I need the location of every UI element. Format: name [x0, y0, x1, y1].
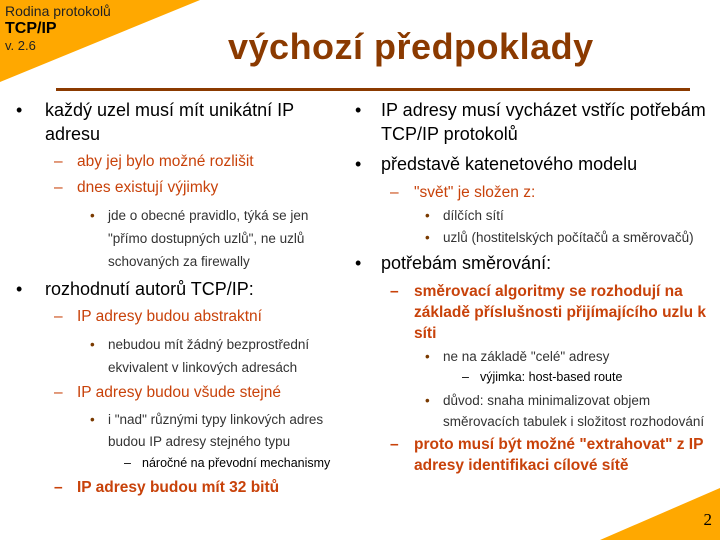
bullet-marker: • — [16, 279, 23, 299]
dash-marker: – — [124, 456, 131, 470]
bullet-text: rozhodnutí autorů TCP/IP: — [45, 279, 254, 299]
dash-marker: – — [390, 436, 399, 453]
detail-item — [350, 390, 720, 432]
bullet-text: představě katenetového modelu — [381, 154, 638, 174]
note-item — [0, 455, 345, 472]
dash-marker: – — [54, 153, 63, 170]
dash-marker: – — [390, 184, 399, 201]
detail-text: ne na základě "celé" adresy — [443, 349, 610, 364]
detail-text: i "nad" různými typy linkových adres budou IP adresy stejného typu — [108, 412, 324, 449]
sub-bullet-item — [0, 478, 345, 498]
detail-item — [0, 333, 345, 379]
sub-bullet-text: IP adresy budou mít 32 bitů — [77, 479, 280, 496]
sub-bullet-item — [0, 152, 345, 172]
course-label — [5, 4, 111, 52]
left-column — [0, 98, 345, 504]
sub-bullet-text: IP adresy budou všude stejné — [77, 384, 281, 401]
dash-marker: – — [462, 370, 469, 384]
course-name: Rodina protokolů — [5, 3, 111, 19]
note-text: náročné na převodní mechanismy — [142, 456, 331, 470]
detail-item — [350, 205, 720, 226]
sub-bullet-item — [0, 307, 345, 327]
dash-marker: – — [54, 384, 63, 401]
detail-text: nebudou mít žádný bezprostřední ekvivalent v linkových adresách — [108, 337, 310, 375]
bullet-marker: • — [355, 154, 362, 174]
detail-text: uzlů (hostitelských počítačů a směrovačů) — [443, 230, 694, 245]
bullet-item — [0, 277, 345, 301]
sub-bullet-text: směrovací algoritmy se rozhodují na základě příslušnosti přijímajícího uzlu k síti — [414, 283, 706, 342]
bullet-marker: • — [16, 100, 23, 120]
course-topic: TCP/IP — [5, 20, 57, 37]
sub-bullet-text: dnes existují výjimky — [77, 179, 219, 196]
corner-decoration-bottom-right — [600, 488, 720, 540]
dash-marker: – — [54, 479, 63, 496]
bullet-marker: • — [90, 337, 95, 352]
course-version: v. 2.6 — [5, 38, 36, 53]
note-item — [350, 369, 720, 386]
sub-bullet-item — [0, 178, 345, 198]
detail-text: jde o obecné pravidlo, týká se jen "přímo dostupných uzlů", ne uzlů schovaných za firewally — [108, 208, 309, 269]
sub-bullet-text: IP adresy budou abstraktní — [77, 308, 262, 325]
sub-bullet-text: proto musí být možné "extrahovat" z IP adresy identifikaci cílové sítě — [414, 436, 704, 474]
detail-text: důvod: snaha minimalizovat objem směrovacích tabulek i složitost rozhodování — [443, 393, 705, 429]
bullet-text: potřebám směrování: — [381, 253, 552, 273]
bullet-marker: • — [425, 230, 430, 245]
bullet-marker: • — [425, 393, 430, 408]
sub-bullet-text: aby jej bylo možné rozlišit — [77, 153, 254, 170]
sub-bullet-item — [350, 281, 720, 344]
detail-item — [350, 228, 720, 247]
note-text: výjimka: host-based route — [480, 370, 623, 384]
bullet-item — [0, 98, 345, 146]
bullet-text: IP adresy musí vycházet vstříc potřebám TCP/IP protokolů — [381, 100, 706, 144]
slide-title: výchozí předpoklady — [228, 26, 594, 67]
sub-bullet-item — [350, 182, 720, 203]
bullet-marker: • — [90, 208, 95, 223]
dash-marker: – — [54, 179, 63, 196]
right-column — [350, 98, 720, 482]
sub-bullet-item — [0, 383, 345, 403]
bullet-item — [350, 98, 720, 146]
sub-bullet-item — [350, 434, 720, 476]
detail-item — [0, 409, 345, 453]
bullet-item — [350, 152, 720, 176]
detail-item — [0, 204, 345, 273]
detail-item — [350, 346, 720, 367]
sub-bullet-text: "svět" je složen z: — [414, 184, 536, 201]
bullet-marker: • — [90, 412, 95, 427]
dash-marker: – — [54, 308, 63, 325]
bullet-text: každý uzel musí mít unikátní IP adresu — [45, 100, 294, 144]
bullet-marker: • — [425, 208, 430, 223]
bullet-marker: • — [355, 100, 362, 120]
title-underline — [56, 88, 690, 91]
bullet-marker: • — [425, 349, 430, 364]
detail-text: dílčích sítí — [443, 208, 504, 223]
page-number: 2 — [703, 510, 712, 529]
bullet-item — [350, 251, 720, 275]
bullet-marker: • — [355, 253, 362, 273]
dash-marker: – — [390, 283, 399, 300]
